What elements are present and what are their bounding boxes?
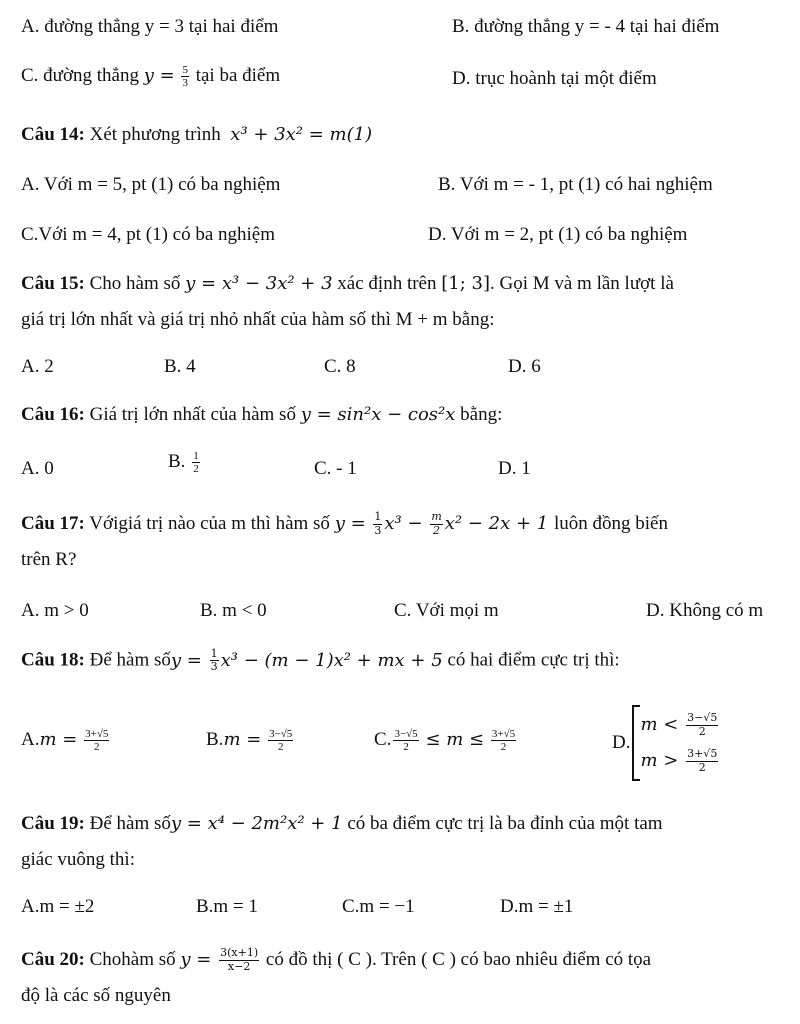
option-fraction xyxy=(686,748,718,773)
option-label: A. xyxy=(21,728,40,750)
q16-option-b xyxy=(168,450,202,475)
option-d-top: D. trục hoành tại một điểm xyxy=(452,68,657,89)
frac-denominator: 3 xyxy=(374,523,382,537)
question-text-line2: giác vuông thì: xyxy=(21,849,135,870)
question-text: Để hàm số xyxy=(89,649,171,671)
func-prefix: y = xyxy=(170,649,202,671)
frac-denominator: 2 xyxy=(93,741,100,754)
option-math: m = xyxy=(39,728,78,750)
system-row-2 xyxy=(640,747,720,774)
option-c-math: y = xyxy=(143,64,175,86)
frac-denominator: 2 xyxy=(698,724,706,738)
frac-denominator: 3 xyxy=(182,77,188,90)
option-fraction-left xyxy=(393,728,418,753)
q14-option-a: A. Với m = 5, pt (1) có ba nghiệm xyxy=(21,174,281,195)
question-16 xyxy=(21,404,502,426)
question-function xyxy=(180,946,261,973)
q15-option-c: C. 8 xyxy=(324,356,356,377)
q15-option-d: D. 6 xyxy=(508,356,541,377)
frac-numerator: 3−√5 xyxy=(269,728,293,740)
question-text-line2: độ là các số nguyên xyxy=(21,985,171,1006)
q17-option-b: B. m < 0 xyxy=(200,600,267,621)
func-prefix: y = xyxy=(334,513,366,534)
q16-option-d: D. 1 xyxy=(498,458,531,479)
frac-denominator: 2 xyxy=(403,741,409,754)
option-label: D. xyxy=(612,732,631,753)
option-fraction xyxy=(192,450,200,475)
question-text: có ba điểm cực trị là ba đỉnh của một tam xyxy=(347,813,663,834)
q17-option-c: C. Với mọi m xyxy=(394,600,499,621)
option-fraction xyxy=(84,728,109,753)
frac-denominator: 2 xyxy=(433,523,441,537)
question-function: y = x⁴ − 2m²x² + 1 xyxy=(170,813,343,834)
question-text: . Gọi M và m lần lượt là xyxy=(489,273,674,294)
frac-numerator: 3+√5 xyxy=(491,728,516,740)
func-suffix: x³ − (m − 1)x² + mx + 5 xyxy=(220,649,443,671)
func-fraction xyxy=(210,648,219,673)
question-label: Câu 18: xyxy=(21,649,85,671)
q17-option-d: D. Không có m xyxy=(646,600,764,621)
option-c-suffix: tại ba điểm xyxy=(195,64,281,86)
question-label: Câu 17: xyxy=(21,513,85,534)
question-text: Vớigiá trị nào của m thì hàm số xyxy=(89,513,330,534)
option-math: m = xyxy=(223,728,262,750)
frac-numerator: 3−√5 xyxy=(394,728,418,740)
question-equation: x³ + 3x² = m(1) xyxy=(230,124,373,145)
option-c-prefix: C. đường thẳng xyxy=(21,64,139,86)
option-label: B. xyxy=(168,450,186,472)
question-function xyxy=(334,510,554,537)
frac-denominator: 2 xyxy=(277,741,284,754)
option-fraction xyxy=(268,728,293,753)
question-label: Câu 16: xyxy=(21,404,85,425)
question-text: Xét phương trình xyxy=(89,124,221,145)
option-c-top xyxy=(21,64,280,89)
q19-option-b: B.m = 1 xyxy=(196,896,258,917)
q18-option-d xyxy=(612,705,720,781)
question-text: Giá trị lớn nhất của hàm số xyxy=(89,404,296,425)
q19-option-d: D.m = ±1 xyxy=(500,896,574,917)
question-label: Câu 20: xyxy=(21,949,85,970)
q15-option-b: B. 4 xyxy=(164,356,196,377)
question-17 xyxy=(21,506,786,578)
question-20 xyxy=(21,942,786,1014)
func-fraction xyxy=(219,947,259,972)
question-text: Cho hàm số xyxy=(89,273,181,294)
frac-numerator: 3(x+1) xyxy=(220,946,259,960)
option-c-fraction xyxy=(181,64,189,89)
question-text-line2: giá trị lớn nhất và giá trị nhỏ nhất của hàm số thì M + m bằng: xyxy=(21,309,495,330)
frac-numerator: 3−√5 xyxy=(687,711,718,725)
frac-denominator: 2 xyxy=(193,463,199,476)
frac-numerator: 1 xyxy=(210,647,218,660)
question-text: luôn đồng biến xyxy=(553,513,668,534)
option-math: ≤ m ≤ xyxy=(425,728,485,750)
system-lhs: m < xyxy=(640,714,679,735)
question-function xyxy=(170,647,443,674)
question-function: y = sin²x − cos²x xyxy=(300,404,456,425)
question-text: Chohàm số xyxy=(89,949,176,970)
frac-denominator: x−2 xyxy=(227,959,251,973)
question-14 xyxy=(21,124,372,146)
question-text: có hai điểm cực trị thì: xyxy=(447,649,620,671)
question-label: Câu 19: xyxy=(21,813,85,834)
question-text: xác định trên xyxy=(337,273,437,294)
question-text: bằng: xyxy=(460,404,503,425)
frac-numerator: 5 xyxy=(182,64,188,76)
question-text: có đồ thị ( C ). Trên ( C ) có bao nhiêu điểm có tọa xyxy=(265,949,652,970)
system-row-1 xyxy=(640,711,720,738)
q19-option-c: C.m = −1 xyxy=(342,896,415,917)
frac-denominator: 3 xyxy=(210,660,218,674)
frac-denominator: 2 xyxy=(698,760,706,774)
question-label: Câu 14: xyxy=(21,124,85,145)
system-lhs: m > xyxy=(640,750,679,771)
question-text-line2: trên R? xyxy=(21,549,77,570)
question-text: Để hàm số xyxy=(89,813,171,834)
question-interval: [1; 3] xyxy=(441,273,490,294)
q18-option-b xyxy=(206,728,295,753)
q19-option-a: A.m = ±2 xyxy=(21,896,95,917)
frac-numerator: m xyxy=(431,510,442,524)
option-fraction-right xyxy=(491,728,516,753)
func-fraction-2 xyxy=(430,511,442,536)
option-label: B. xyxy=(206,728,224,750)
question-18 xyxy=(21,648,620,673)
bracket-symbol xyxy=(632,705,640,781)
q16-option-c: C. - 1 xyxy=(314,458,357,479)
question-label: Câu 15: xyxy=(21,273,85,294)
frac-numerator: 3+√5 xyxy=(85,728,109,740)
q14-option-c: C.Với m = 4, pt (1) có ba nghiệm xyxy=(21,224,276,245)
frac-numerator: 3+√5 xyxy=(687,747,718,761)
option-label: C. xyxy=(374,728,392,750)
func-suffix: x² − 2x + 1 xyxy=(444,513,549,534)
option-fraction xyxy=(686,712,718,737)
frac-numerator: 1 xyxy=(374,510,382,524)
func-middle: x³ − xyxy=(384,513,423,534)
option-a-top: A. đường thẳng y = 3 tại hai điểm xyxy=(21,16,279,37)
frac-denominator: 2 xyxy=(500,741,507,754)
q16-option-a: A. 0 xyxy=(21,458,54,479)
q17-option-a: A. m > 0 xyxy=(21,600,89,621)
q15-option-a: A. 2 xyxy=(21,356,54,377)
q14-option-d: D. Với m = 2, pt (1) có ba nghiệm xyxy=(428,224,688,245)
q18-option-a xyxy=(21,728,111,753)
question-19 xyxy=(21,806,786,878)
option-system xyxy=(640,707,720,779)
func-fraction-1 xyxy=(373,511,382,536)
frac-numerator: 1 xyxy=(193,450,199,462)
q18-option-c xyxy=(374,728,518,753)
option-b-top: B. đường thẳng y = - 4 tại hai điểm xyxy=(452,16,720,37)
q14-option-b: B. Với m = - 1, pt (1) có hai nghiệm xyxy=(438,174,713,195)
question-function: y = x³ − 3x² + 3 xyxy=(185,273,333,294)
question-15 xyxy=(21,266,786,338)
func-prefix: y = xyxy=(180,949,212,970)
